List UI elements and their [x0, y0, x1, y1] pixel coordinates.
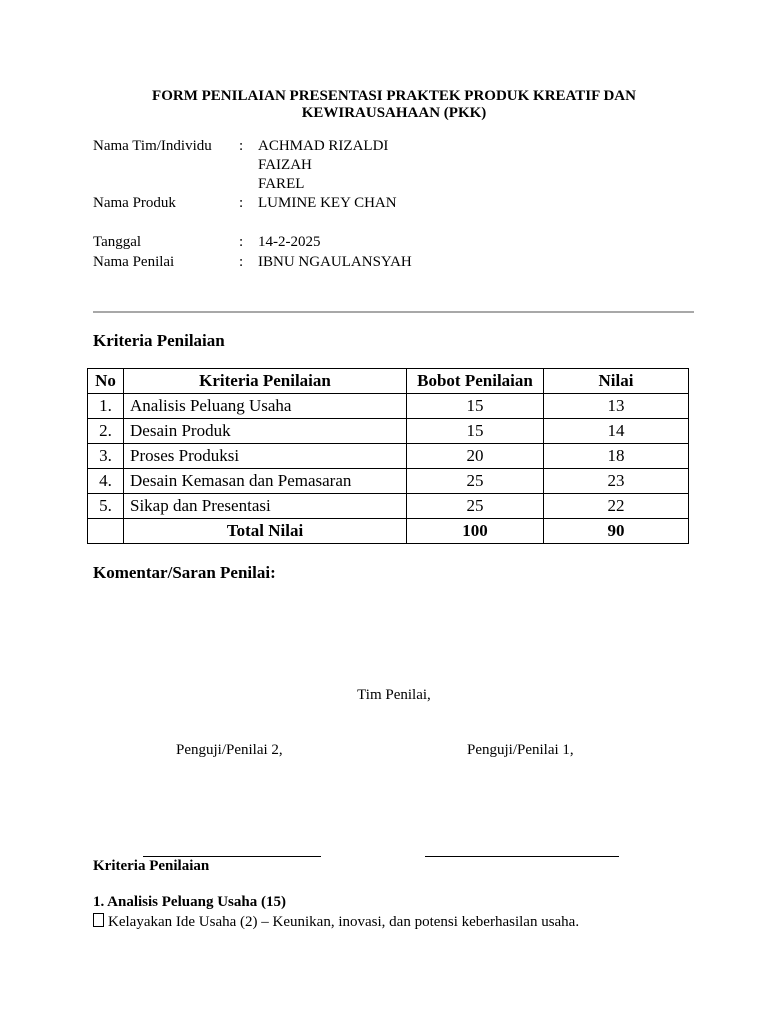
team-colon: :: [239, 138, 244, 154]
date-label: Tanggal: [93, 234, 142, 250]
row-nilai: 23: [544, 469, 689, 494]
row-no: 3.: [88, 444, 124, 469]
section-1-title: 1. Analisis Peluang Usaha (15): [93, 894, 286, 910]
section-1-item-1-text: Kelayakan Ide Usaha (2) – Keunikan, inovasi, dan potensi keberhasilan usaha.: [108, 914, 580, 930]
criteria-table: [87, 368, 689, 544]
table-row: [88, 394, 689, 419]
date-colon: :: [239, 234, 244, 250]
assessor-colon: :: [239, 254, 244, 270]
assessor-value: IBNU NGAULANSYAH: [258, 254, 412, 270]
row-criteria: Proses Produksi: [124, 444, 407, 469]
row-bobot: 15: [407, 419, 544, 444]
product-value: LUMINE KEY CHAN: [258, 195, 397, 211]
team-assessor-label: Tim Penilai,: [357, 687, 431, 703]
form-title-line-1: FORM PENILAIAN PRESENTASI PRAKTEK PRODUK KREATIF DAN: [152, 88, 636, 104]
assessor-label: Nama Penilai: [93, 254, 175, 270]
examiner-2-signature-line: [143, 856, 321, 857]
examiner-1-signature-line: [425, 856, 619, 857]
table-header-row: [88, 369, 689, 394]
row-bobot: 25: [407, 469, 544, 494]
checkbox-bullet-icon: [93, 913, 104, 927]
table-row: [88, 444, 689, 469]
row-criteria: Desain Kemasan dan Pemasaran: [124, 469, 407, 494]
team-member-3: FAREL: [258, 176, 305, 192]
header-criteria: Kriteria Penilaian: [124, 369, 407, 394]
product-label: Nama Produk: [93, 195, 176, 211]
form-title-line-2: KEWIRAUSAHAAN (PKK): [301, 105, 487, 121]
table-row: [88, 494, 689, 519]
row-no: 4.: [88, 469, 124, 494]
total-empty-cell: [88, 519, 124, 544]
row-no: 1.: [88, 394, 124, 419]
examiner-2-label: Penguji/Penilai 2,: [176, 742, 283, 758]
row-bobot: 25: [407, 494, 544, 519]
comment-heading: Komentar/Saran Penilai:: [93, 563, 276, 582]
header-no: No: [88, 369, 124, 394]
total-nilai: 90: [544, 519, 689, 544]
team-member-1: ACHMAD RIZALDI: [258, 138, 389, 154]
row-bobot: 15: [407, 394, 544, 419]
total-label: Total Nilai: [124, 519, 407, 544]
row-no: 5.: [88, 494, 124, 519]
criteria-heading: Kriteria Penilaian: [93, 331, 225, 350]
row-criteria: Desain Produk: [124, 419, 407, 444]
total-row: [88, 519, 689, 544]
row-criteria: Analisis Peluang Usaha: [124, 394, 407, 419]
examiner-1-label: Penguji/Penilai 1,: [467, 742, 574, 758]
row-nilai: 22: [544, 494, 689, 519]
table-row: [88, 419, 689, 444]
criteria-detail-heading: Kriteria Penilaian: [93, 858, 210, 874]
header-bobot: Bobot Penilaian: [407, 369, 544, 394]
section-divider: [93, 311, 694, 313]
header-nilai: Nilai: [544, 369, 689, 394]
row-nilai: 18: [544, 444, 689, 469]
row-criteria: Sikap dan Presentasi: [124, 494, 407, 519]
date-value: 14-2-2025: [258, 234, 321, 250]
table-row: [88, 469, 689, 494]
team-member-2: FAIZAH: [258, 157, 312, 173]
team-label: Nama Tim/Individu: [93, 138, 212, 154]
row-nilai: 14: [544, 419, 689, 444]
row-bobot: 20: [407, 444, 544, 469]
section-1-item-1: [93, 913, 579, 931]
total-bobot: 100: [407, 519, 544, 544]
row-nilai: 13: [544, 394, 689, 419]
product-colon: :: [239, 195, 244, 211]
row-no: 2.: [88, 419, 124, 444]
